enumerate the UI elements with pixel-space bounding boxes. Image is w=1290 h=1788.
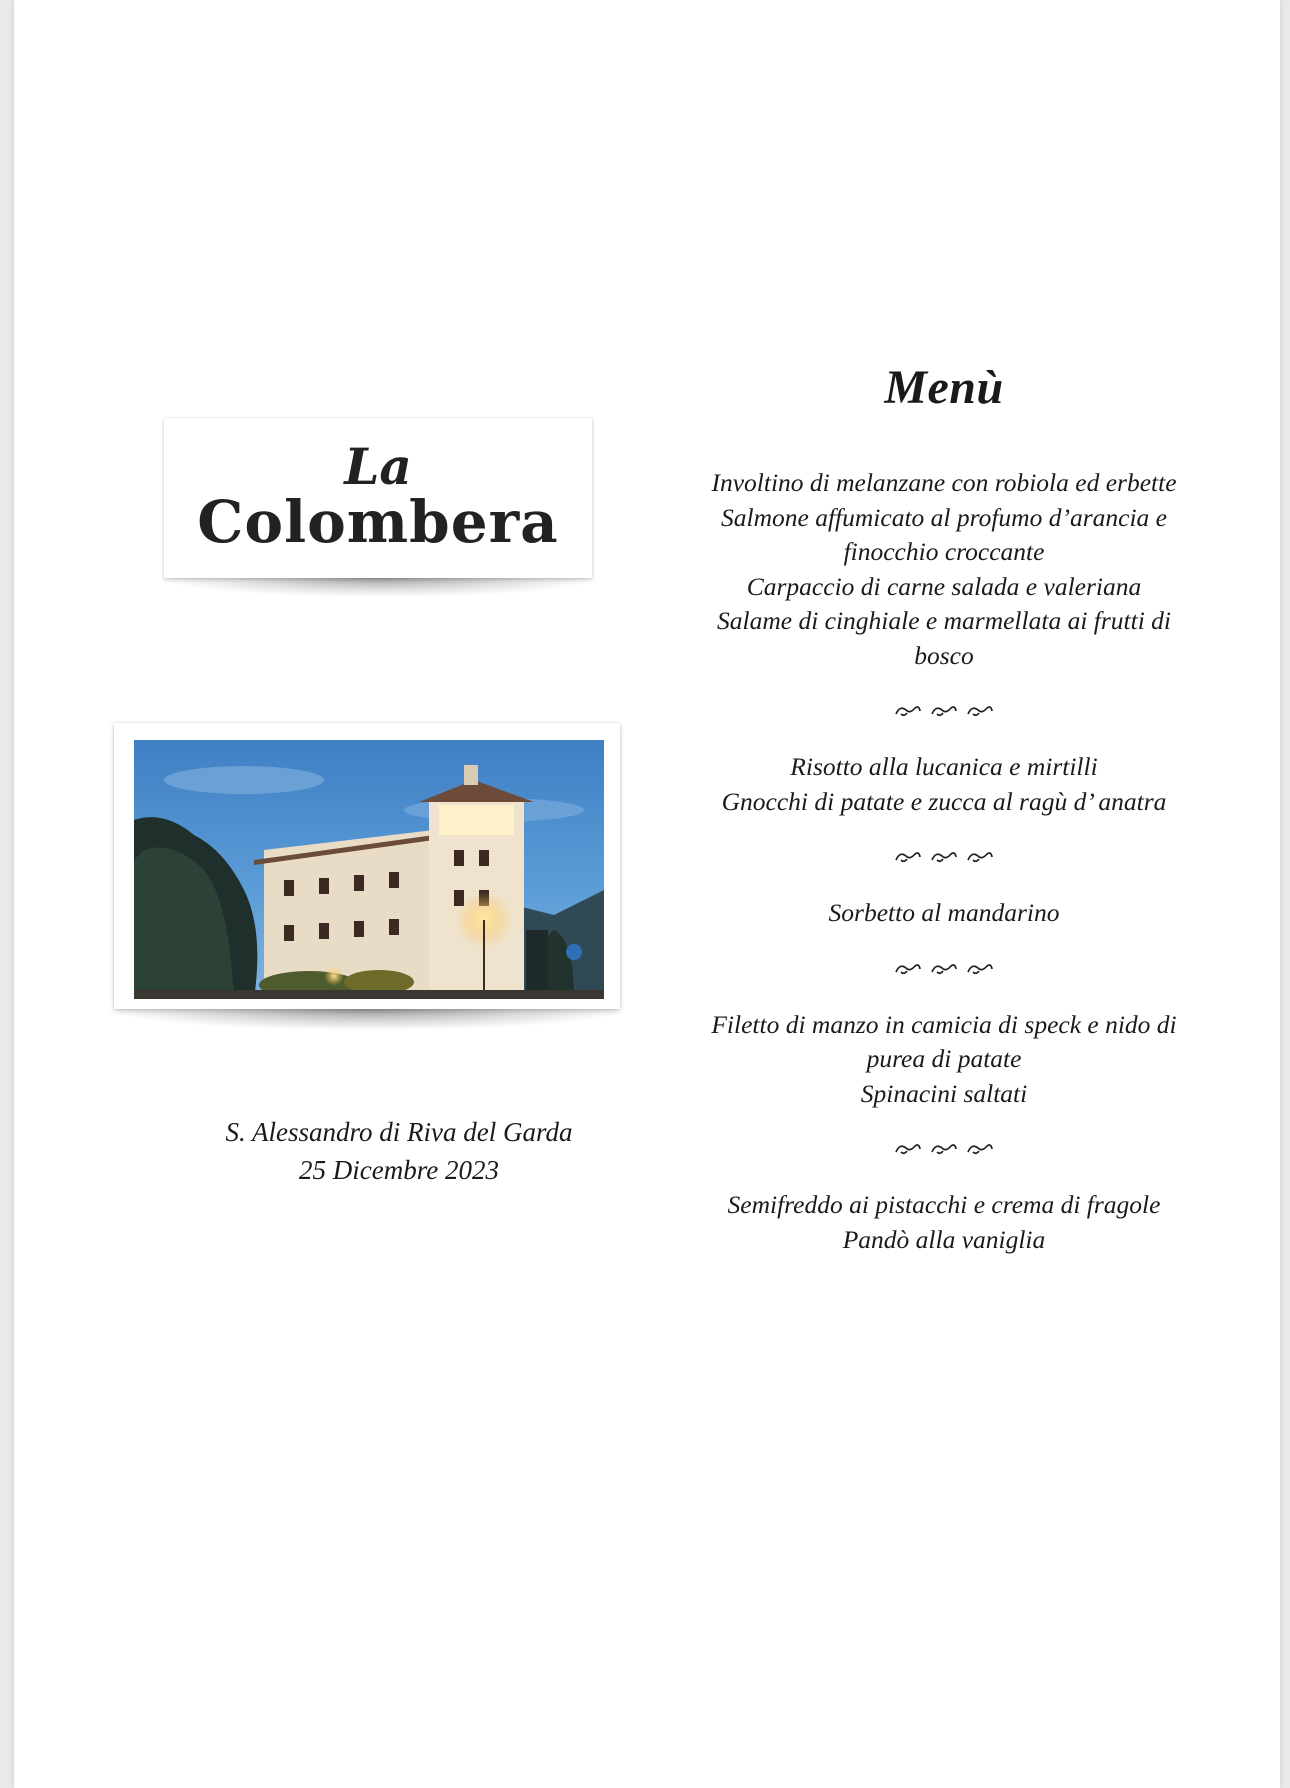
ornament-divider: [674, 1132, 1214, 1166]
swirl-icon: [893, 702, 923, 720]
menu-item: Salmone affumicato al profumo d’arancia e: [721, 502, 1167, 532]
logo-card-shadow: [172, 578, 586, 596]
ornament-divider: [674, 952, 1214, 986]
swirl-icon: [893, 960, 923, 978]
menu-item: Spinacini saltati: [860, 1078, 1028, 1108]
event-place: S. Alessandro di Riva del Garda: [225, 1117, 573, 1147]
course-primi: [674, 750, 1214, 819]
menu-page: [14, 0, 1280, 1788]
swirl-icon: [929, 702, 959, 720]
menu-item: Pandò alla vaniglia: [842, 1224, 1046, 1254]
menu-list: [674, 466, 1214, 1257]
swirl-icon: [965, 702, 995, 720]
logo-line-2: Colombera: [197, 488, 559, 556]
logo-line-1: La: [344, 437, 412, 496]
swirl-icon: [929, 848, 959, 866]
course-dolci: [674, 1188, 1214, 1257]
menu-item: Filetto di manzo in camicia di speck e nido di: [711, 1009, 1177, 1039]
swirl-icon: [929, 960, 959, 978]
menu-item: Carpaccio di carne salada e valeriana: [746, 571, 1142, 601]
menu-item: purea di patate: [866, 1044, 1022, 1073]
swirl-icon: [965, 848, 995, 866]
event-date: 25 Dicembre 2023: [299, 1155, 499, 1185]
menu-item: Gnocchi di patate e zucca al ragù d’ anatra: [721, 786, 1167, 816]
ornament-divider: [674, 694, 1214, 728]
photo-card: [114, 723, 620, 1009]
menu-title: Menù: [884, 361, 1004, 414]
menu-item: Risotto alla lucanica e mirtilli: [790, 752, 1098, 781]
swirl-icon: [929, 1140, 959, 1158]
ornament-divider: [674, 840, 1214, 874]
building-photo: [134, 740, 604, 999]
menu-item: Salame di cinghiale e marmellata ai frutti di: [717, 606, 1171, 635]
menu-item: finocchio croccante: [843, 537, 1045, 566]
menu-item: Sorbetto al mandarino: [828, 898, 1060, 927]
event-location-date: [154, 1113, 644, 1189]
logo-card: [164, 418, 592, 578]
swirl-icon: [893, 1140, 923, 1158]
course-secondi: [674, 1008, 1214, 1112]
course-sorbetto: [674, 896, 1214, 931]
swirl-icon: [893, 848, 923, 866]
photo-card-shadow: [120, 1009, 614, 1029]
restaurant-logo: [164, 418, 592, 578]
swirl-icon: [965, 1140, 995, 1158]
course-antipasti: [674, 466, 1214, 673]
menu-item: bosco: [914, 640, 974, 670]
swirl-icon: [965, 960, 995, 978]
menu-item: Semifreddo ai pistacchi e crema di fragole: [727, 1190, 1161, 1219]
menu-item: Involtino di melanzane con robiola ed erbette: [711, 468, 1177, 497]
